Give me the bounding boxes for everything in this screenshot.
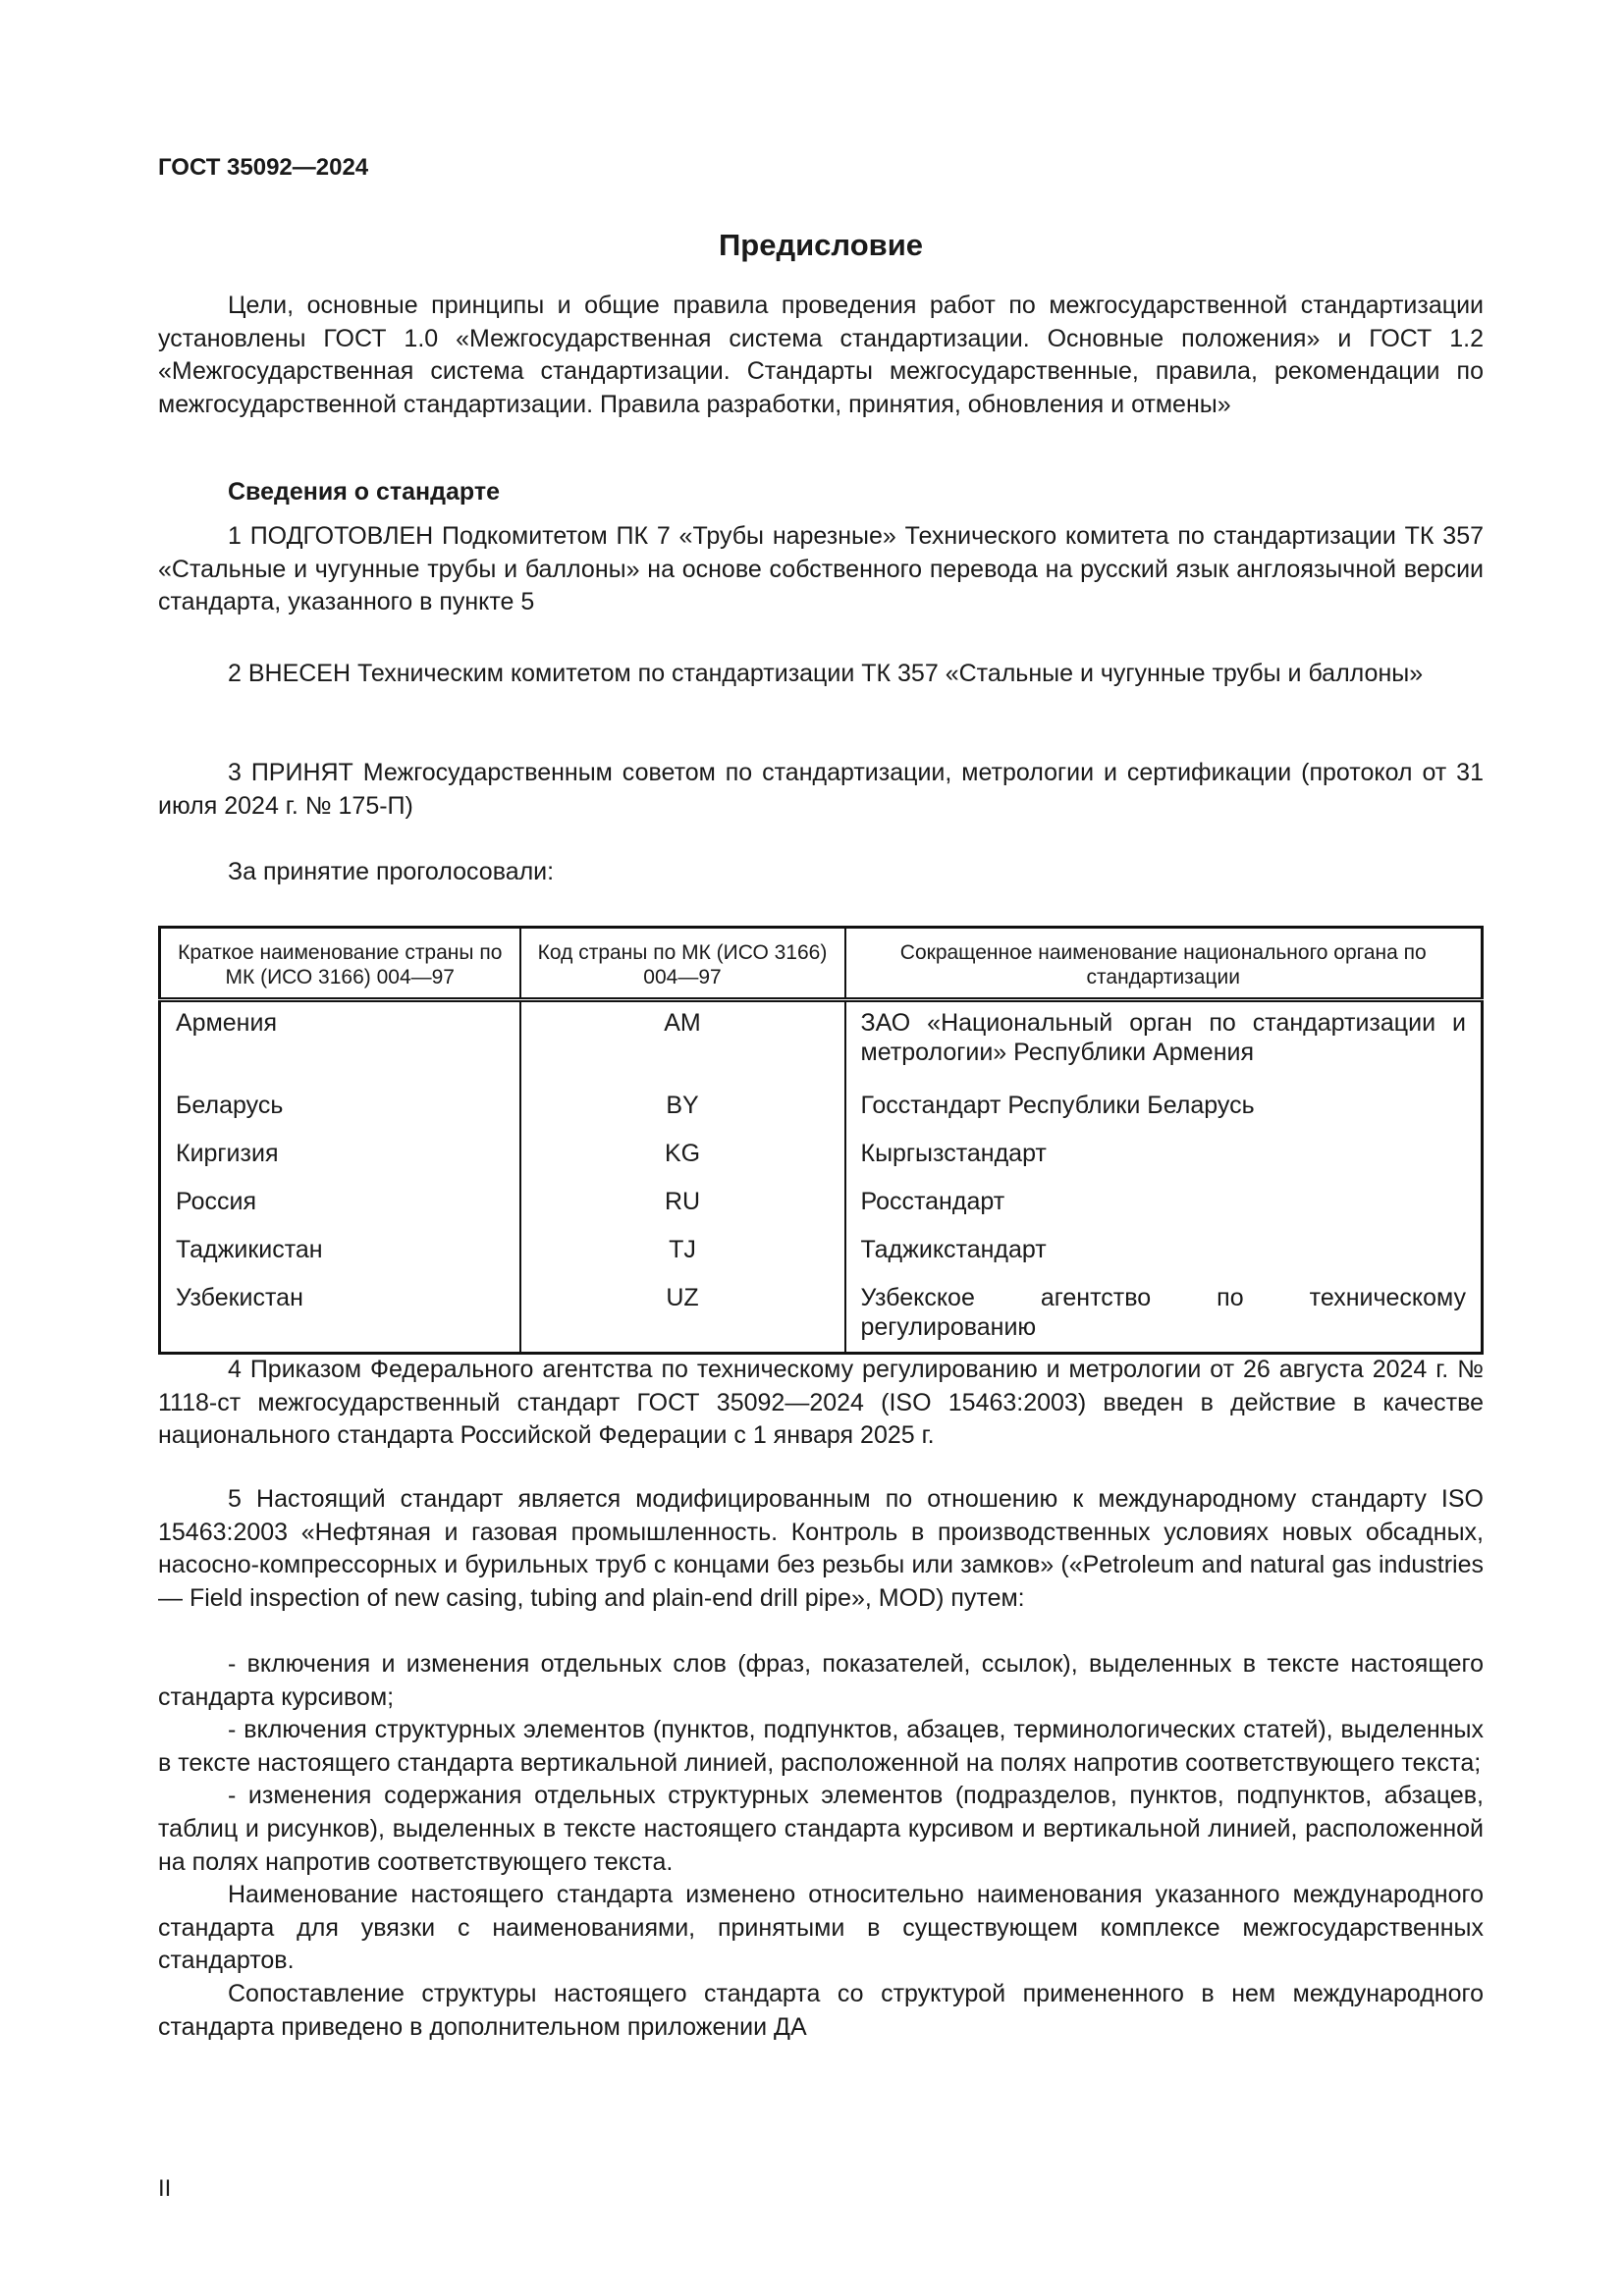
name-note: Наименование настоящего стандарта изменено относительно наименования указанного международного стандарта для увязки с наименованиями, принятыми в существующем комплексе межгосударственных стандартов. xyxy=(158,1881,1484,1975)
country-code: UZ xyxy=(520,1277,845,1354)
country-name: Узбекистан xyxy=(176,1284,303,1311)
national-body: Кыргызстандарт xyxy=(845,1133,1483,1181)
country-name: Армения xyxy=(176,1009,277,1037)
table-row xyxy=(160,1181,1483,1229)
country-code: KG xyxy=(520,1133,845,1181)
national-body: ЗАО «Национальный орган по стандартизации и метрологии» Республики Армения xyxy=(845,1000,1483,1086)
column-header-code: Код страны по МК (ИСО 3166) 004—97 xyxy=(520,928,845,1000)
country-name: Беларусь xyxy=(176,1092,284,1119)
country-code: TJ xyxy=(520,1229,845,1277)
column-header-body: Сокращенное наименование национального органа по стандартизации xyxy=(845,928,1483,1000)
item-3: 3 ПРИНЯТ Межгосударственным советом по стандартизации, метрологии и сертификации (протокол от 31 июля 2024 г. № 175-П) xyxy=(158,759,1484,820)
national-body: Росстандарт xyxy=(845,1181,1483,1229)
bullet-item: - включения и изменения отдельных слов (фраз, показателей, ссылок), выделенных в тексте настоящего стандарта курсивом; xyxy=(158,1650,1484,1711)
voted-label: За принятие проголосовали: xyxy=(228,858,555,885)
table-row xyxy=(160,1277,1483,1354)
table-header-row xyxy=(160,928,1483,1000)
structure-note: Сопоставление структуры настоящего стандарта со структурой примененного в нем международного стандарта приведено в дополнительном приложении ДА xyxy=(158,1979,1484,2041)
country-code: RU xyxy=(520,1181,845,1229)
country-code: BY xyxy=(520,1085,845,1133)
country-code: AM xyxy=(520,1000,845,1086)
page-number: II xyxy=(158,2175,172,2202)
national-body: Таджикстандарт xyxy=(845,1229,1483,1277)
table-row xyxy=(160,1133,1483,1181)
item-2: 2 ВНЕСЕН Техническим комитетом по стандартизации ТК 357 «Стальные и чугунные трубы и баллоны» xyxy=(228,660,1424,687)
item-5: 5 Настоящий стандарт является модифицированным по отношению к международному стандарту ISO 15463:2003 «Нефтяная и газовая промышленность. Контроль в производственных условиях новых обсадных, насосно-компрессорных и бурильных труб с концами без резьбы или замков» («Petroleum and natural gas industries — Field inspection of new casing, tubing and plain-end drill pipe», MOD) путем: xyxy=(158,1485,1484,1612)
country-name: Киргизия xyxy=(176,1140,279,1167)
bullet-item: - включения структурных элементов (пунктов, подпунктов, абзацев, терминологических статей), выделенных в тексте настоящего стандарта вертикальной линией, расположенной на полях напротив соответствующего текста; xyxy=(158,1716,1484,1777)
national-body: Узбекское агентство по техническому регулированию xyxy=(845,1277,1483,1354)
table-row xyxy=(160,1000,1483,1086)
country-name: Таджикистан xyxy=(176,1236,323,1263)
column-header-country: Краткое наименование страны по МК (ИСО 3166) 004—97 xyxy=(160,928,520,1000)
bullet-item: - изменения содержания отдельных структурных элементов (подразделов, пунктов, подпунктов, абзацев, таблиц и рисунков), выделенных в тексте настоящего стандарта курсивом и вертикальной линией, расположенной на полях напротив соответствующего текста. xyxy=(158,1782,1484,1876)
item-1: 1 ПОДГОТОВЛЕН Подкомитетом ПК 7 «Трубы нарезные» Технического комитета по стандартизации ТК 357 «Стальные и чугунные трубы и баллоны» на основе собственного перевода на русский язык англоязычной версии стандарта, указанного в пункте 5 xyxy=(158,522,1484,616)
info-heading: Сведения о стандарте xyxy=(228,478,501,506)
document-code-header: ГОСТ 35092—2024 xyxy=(158,154,369,181)
voting-countries-table xyxy=(158,926,1484,1355)
table-row xyxy=(160,1229,1483,1277)
item-4: 4 Приказом Федерального агентства по техническому регулированию и метрологии от 26 августа 2024 г. № 1118-ст межгосударственный стандарт ГОСТ 35092—2024 (ISO 15463:2003) введен в действие в качестве национального стандарта Российской Федерации с 1 января 2025 г. xyxy=(158,1356,1484,1450)
national-body: Госстандарт Республики Беларусь xyxy=(845,1085,1483,1133)
country-name: Россия xyxy=(176,1188,256,1215)
table-row xyxy=(160,1085,1483,1133)
page-title: Предисловие xyxy=(718,228,923,262)
intro-paragraph: Цели, основные принципы и общие правила проведения работ по межгосударственной стандартизации установлены ГОСТ 1.0 «Межгосударственная система стандартизации. Основные положения» и ГОСТ 1.2 «Межгосударственная система стандартизации. Стандарты межгосударственные, правила, рекомендации по межгосударственной стандартизации. Правила разработки, принятия, обновления и отмены» xyxy=(158,292,1484,418)
